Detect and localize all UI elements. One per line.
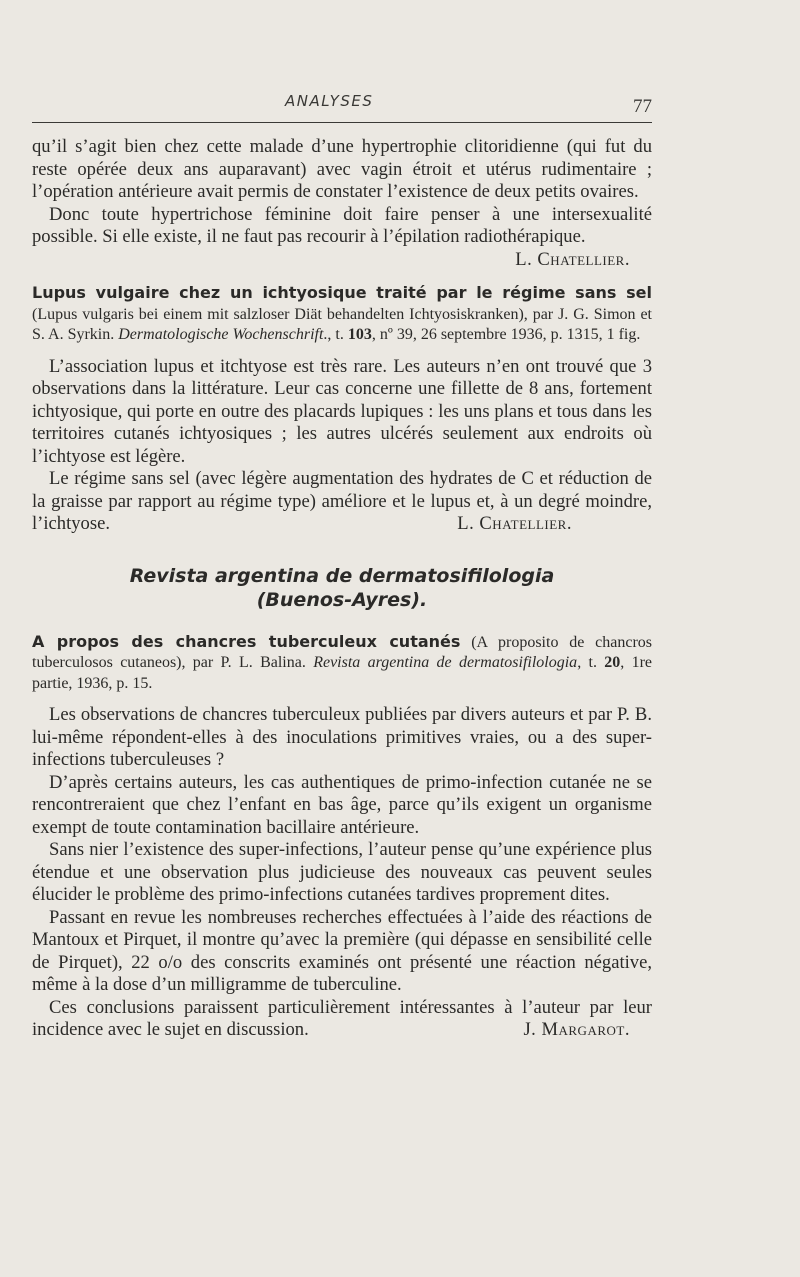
running-title: ANALYSES: [285, 92, 374, 110]
header-rule: [32, 122, 652, 123]
reference-text: , 1re partie, 1936, p. 15.: [32, 654, 653, 692]
page-header: [32, 88, 652, 124]
journal-heading-line: (Buenos-Ayres).: [256, 588, 428, 611]
entry-reference: (A proposito de chancros tuberculosos cutaneos), par P. L. Balina.: [32, 633, 652, 671]
entry-heading: [32, 632, 652, 695]
paragraph: Passant en revue les nombreuses recherches effectuées à l’aide des réactions de Mantoux et Pirquet, il montre qu’avec la première (qui dépasse en sensibilité celle de Pirquet), 22 o/o des conscrits examinés ont présenté une réaction négative, même à la dose d’un milligramme de tuberculine.: [32, 906, 652, 995]
body-text: [32, 136, 652, 1042]
signature: L. Chatellier.: [457, 513, 572, 534]
paragraph: L’association lupus et itchtyose est très rare. Les auteurs n’en ont trouvé que 3 observations dans la littérature. Leur cas concerne une fillette de 8 ans, fortement ichtyosique, qui porte en outre des placards lupiques : les uns plans et tous dans les territoires cutanés ichtyosiques ; les autres ulcérés seulement aux endroits où l’ichtyose est légère.: [32, 355, 652, 467]
signature: J. Margarot.: [523, 1019, 630, 1040]
paragraph-text: Le régime sans sel (avec légère augmentation des hydrates de C et réduction de la graisse par rapport au régime type) améliore et le lupus et, à un degré moindre, l’ichtyose.: [32, 468, 652, 534]
reference-text: , t.: [577, 654, 597, 671]
volume-number: 103: [347, 326, 372, 343]
signature: L. Chatellier.: [515, 248, 630, 270]
volume-number: 20: [604, 654, 621, 671]
paragraph: [32, 997, 652, 1042]
page-number: 77: [633, 96, 652, 117]
journal-name: Dermatologische Wochenschrift: [118, 326, 324, 343]
paragraph: Donc toute hypertrichose féminine doit faire penser à une intersexualité possible. Si elle existe, il ne faut pas recourir à l’épilation radiothérapique.: [32, 203, 652, 247]
reference-text: ., t.: [323, 326, 344, 343]
entry-title: A propos des chancres tuberculeux cutanés: [32, 631, 461, 651]
paragraph: qu’il s’agit bien chez cette malade d’une hypertrophie clitoridienne (qui fut du reste opérée deux ans auparavant) avec vagin étroit et utérus rudimentaire ; l’opération antérieure avait permis de constater l’existence de deux petits ovaires.: [32, 136, 652, 202]
entry-heading: [32, 283, 652, 346]
paragraph: D’après certains auteurs, les cas authentiques de primo-infection cutanée ne se rencontreraient que chez l’enfant en bas âge, parce qu’ils exigent un organisme exempt de toute contamination bacillaire antérieure.: [32, 771, 652, 838]
journal-section-heading: [32, 564, 652, 612]
paragraph: Sans nier l’existence des super-infections, l’auteur pense qu’une expérience plus étendue et une observation plus judicieuse des nouveaux cas peuvent seules élucider le problème des primo-infections cutanées tardives proprement dites.: [32, 839, 652, 905]
paragraph: [32, 468, 652, 536]
paragraph: Les observations de chancres tuberculeux publiées par divers auteurs et par P. B. lui-même répondent-elles à des inoculations primitives vraies, ou a des super-infections tuberculeuses ?: [32, 704, 652, 770]
entry-reference: (Lupus vulgaris bei einem mit salzloser Diät behandelten Ichtyosiskranken), par J. G. Simon et S. A. Syrkin.: [32, 305, 652, 343]
journal-name: Revista argentina de dermatosifilologia: [313, 654, 578, 671]
paragraph-text: Ces conclusions paraissent particulièrement intéressantes à l’auteur par leur incidence avec le sujet en discussion.: [32, 996, 652, 1040]
journal-heading-line: Revista argentina de dermatosifilologia: [129, 564, 555, 587]
entry-title: Lupus vulgaire chez un ichtyosique traité par le régime sans sel: [32, 283, 652, 302]
reference-text: , nº 39, 26 septembre 1936, p. 1315, 1 fig.: [371, 326, 641, 343]
